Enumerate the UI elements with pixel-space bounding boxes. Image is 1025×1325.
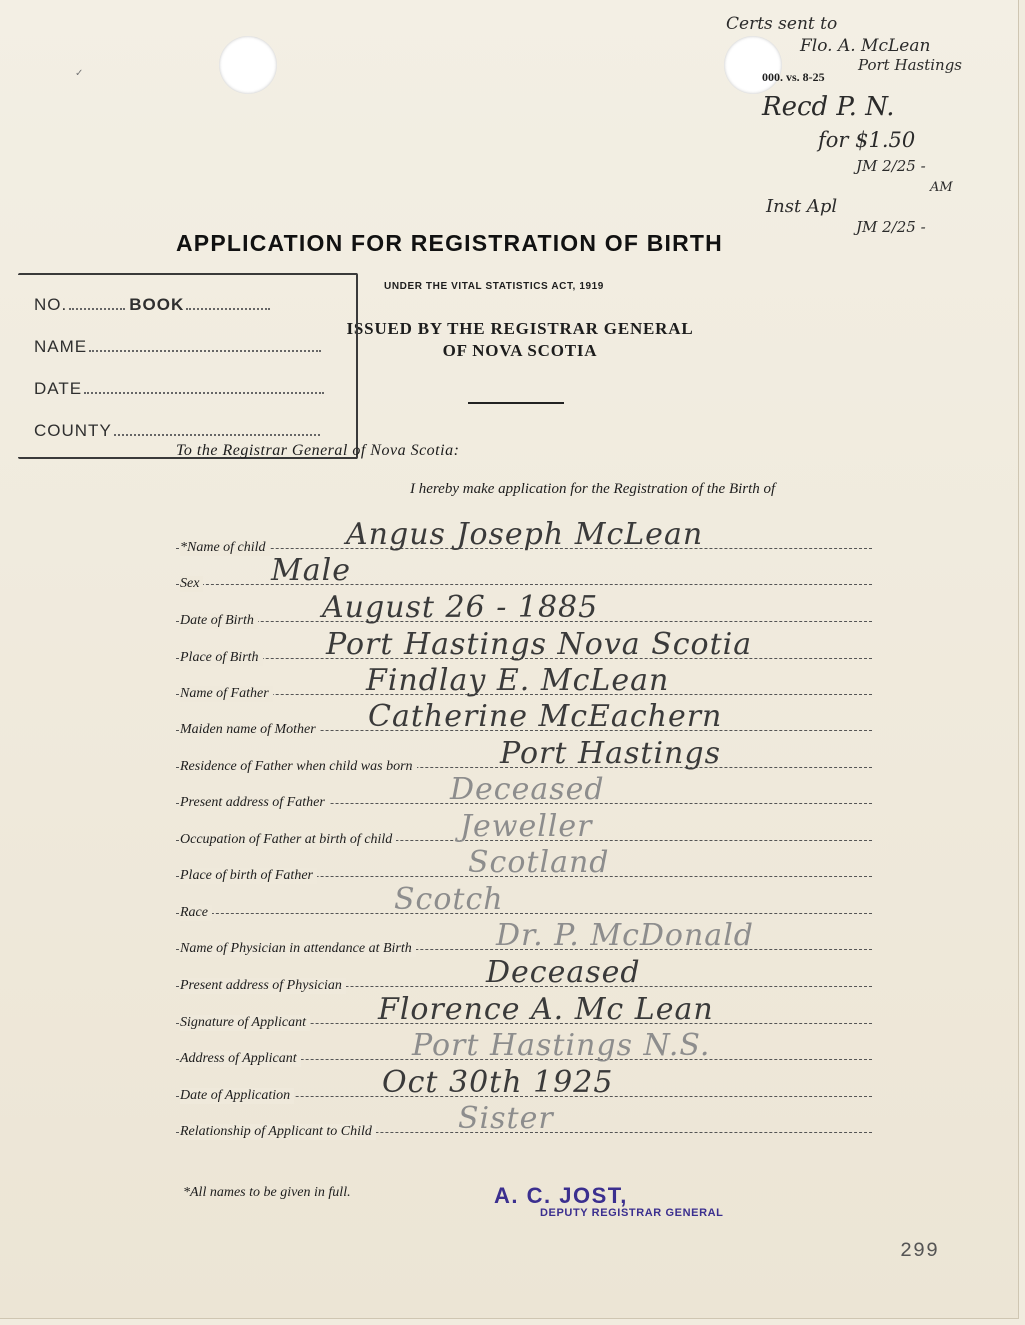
intro-statement: I hereby make application for the Registration of the Birth of bbox=[410, 481, 776, 497]
label-sex: Sex bbox=[180, 576, 203, 592]
footnote: *All names to be given in full. bbox=[183, 1185, 351, 1200]
field-signature-applicant bbox=[176, 992, 872, 1030]
label-residence-father: Residence of Father when child was born bbox=[180, 759, 417, 775]
stamp-name-label: NAME bbox=[34, 337, 88, 356]
value-place-birth-father: Scotland bbox=[468, 845, 610, 880]
label-address-physician: Present address of Physician bbox=[180, 978, 346, 994]
stamp-county-line bbox=[114, 434, 320, 436]
label-name-of-father: Name of Father bbox=[180, 686, 273, 702]
label-maiden-name-mother: Maiden name of Mother bbox=[180, 722, 320, 738]
label-occupation-father: Occupation of Father at birth of child bbox=[180, 832, 396, 848]
field-maiden-name-mother bbox=[176, 699, 872, 737]
label-place-of-birth: Place of Birth bbox=[180, 650, 263, 666]
page-number: 299 bbox=[900, 1240, 940, 1263]
label-date-of-birth: Date of Birth bbox=[180, 613, 258, 629]
value-address-physician: Deceased bbox=[486, 955, 641, 990]
value-place-of-birth: Port Hastings Nova Scotia bbox=[326, 627, 753, 662]
corner-mark: ✓ bbox=[75, 68, 84, 79]
field-physician bbox=[176, 918, 872, 956]
stamp-date-line bbox=[84, 392, 324, 394]
registrar-title: DEPUTY REGISTRAR GENERAL bbox=[540, 1207, 724, 1219]
stamp-county bbox=[34, 421, 320, 441]
field-residence-father bbox=[176, 736, 872, 774]
punch-hole-right bbox=[724, 36, 782, 94]
value-maiden-name-mother: Catherine McEachern bbox=[368, 699, 723, 734]
value-signature-applicant: Florence A. Mc Lean bbox=[378, 992, 714, 1027]
field-present-address-father bbox=[176, 772, 872, 810]
subtitle: UNDER THE VITAL STATISTICS ACT, 1919 bbox=[384, 281, 604, 292]
value-address-applicant: Port Hastings N.S. bbox=[412, 1028, 711, 1063]
value-name-of-child: Angus Joseph McLean bbox=[346, 517, 704, 552]
field-relationship bbox=[176, 1101, 872, 1139]
stamp-date-label: DATE bbox=[34, 379, 83, 398]
value-date-application: Oct 30th 1925 bbox=[382, 1065, 614, 1100]
form-number: 000. vs. 8-25 bbox=[762, 70, 825, 84]
label-date-application: Date of Application bbox=[180, 1088, 294, 1104]
stamp-book-label: BOOK bbox=[129, 295, 185, 314]
issued-line-2: OF NOVA SCOTIA bbox=[442, 341, 598, 360]
value-race: Scotch bbox=[394, 882, 504, 917]
issued-by bbox=[300, 318, 740, 362]
value-present-address-father: Deceased bbox=[450, 772, 605, 807]
note-initials-3: JM 2/25 - bbox=[856, 218, 926, 236]
label-physician: Name of Physician in attendance at Birth bbox=[180, 941, 416, 957]
value-residence-father: Port Hastings bbox=[500, 736, 721, 771]
field-date-of-birth bbox=[176, 590, 872, 628]
stamp-county-label: COUNTY bbox=[34, 421, 112, 440]
registrar-name: A. C. JOST, bbox=[494, 1183, 628, 1208]
stamp-no-line bbox=[69, 308, 125, 310]
value-name-of-father: Findlay E. McLean bbox=[366, 663, 670, 698]
value-sex: Male bbox=[271, 553, 351, 588]
stamp-no-label: NO. bbox=[34, 295, 68, 314]
note-recipient-place: Port Hastings bbox=[858, 56, 962, 74]
field-race bbox=[176, 882, 872, 920]
note-recipient: Flo. A. McLean bbox=[800, 36, 931, 56]
note-initials-1: JM 2/25 - bbox=[856, 157, 926, 175]
note-certs-sent: Certs sent to bbox=[726, 14, 838, 34]
registry-stamp bbox=[18, 273, 358, 459]
page-title: APPLICATION FOR REGISTRATION OF BIRTH bbox=[176, 230, 723, 256]
field-place-birth-father bbox=[176, 845, 872, 883]
label-place-birth-father: Place of birth of Father bbox=[180, 868, 317, 884]
stamp-name-line bbox=[89, 350, 321, 352]
field-place-of-birth bbox=[176, 627, 872, 665]
label-present-address-father: Present address of Father bbox=[180, 795, 329, 811]
field-occupation-father bbox=[176, 809, 872, 847]
stamp-date bbox=[34, 379, 324, 399]
label-signature-applicant: Signature of Applicant bbox=[180, 1015, 310, 1031]
field-address-physician bbox=[176, 955, 872, 993]
registrar-stamp bbox=[494, 1183, 724, 1219]
punch-hole-left bbox=[219, 36, 277, 94]
field-name-of-father bbox=[176, 663, 872, 701]
value-relationship: Sister bbox=[458, 1101, 554, 1136]
field-sex bbox=[176, 553, 872, 591]
note-initials-2: AM bbox=[930, 180, 953, 195]
label-race: Race bbox=[180, 905, 212, 921]
stamp-book-line bbox=[186, 308, 270, 310]
stamp-name bbox=[34, 337, 321, 357]
note-received: Recd P. N. bbox=[762, 92, 895, 122]
stamp-no-book bbox=[34, 295, 270, 315]
field-name-of-child bbox=[176, 517, 872, 555]
value-date-of-birth: August 26 - 1885 bbox=[322, 590, 599, 625]
label-relationship: Relationship of Applicant to Child bbox=[180, 1124, 376, 1140]
value-occupation-father: Jeweller bbox=[460, 809, 593, 844]
field-date-application bbox=[176, 1065, 872, 1103]
note-inst: Inst Apl bbox=[766, 196, 838, 217]
label-address-applicant: Address of Applicant bbox=[180, 1051, 301, 1067]
issued-line-1: ISSUED BY THE REGISTRAR GENERAL bbox=[346, 319, 694, 338]
addressee: To the Registrar General of Nova Scotia: bbox=[176, 442, 460, 459]
title-rule bbox=[468, 402, 564, 404]
value-physician: Dr. P. McDonald bbox=[496, 918, 754, 953]
field-address-applicant bbox=[176, 1028, 872, 1066]
note-fee: for $1.50 bbox=[818, 128, 916, 152]
label-name-of-child: *Name of child bbox=[180, 540, 270, 556]
